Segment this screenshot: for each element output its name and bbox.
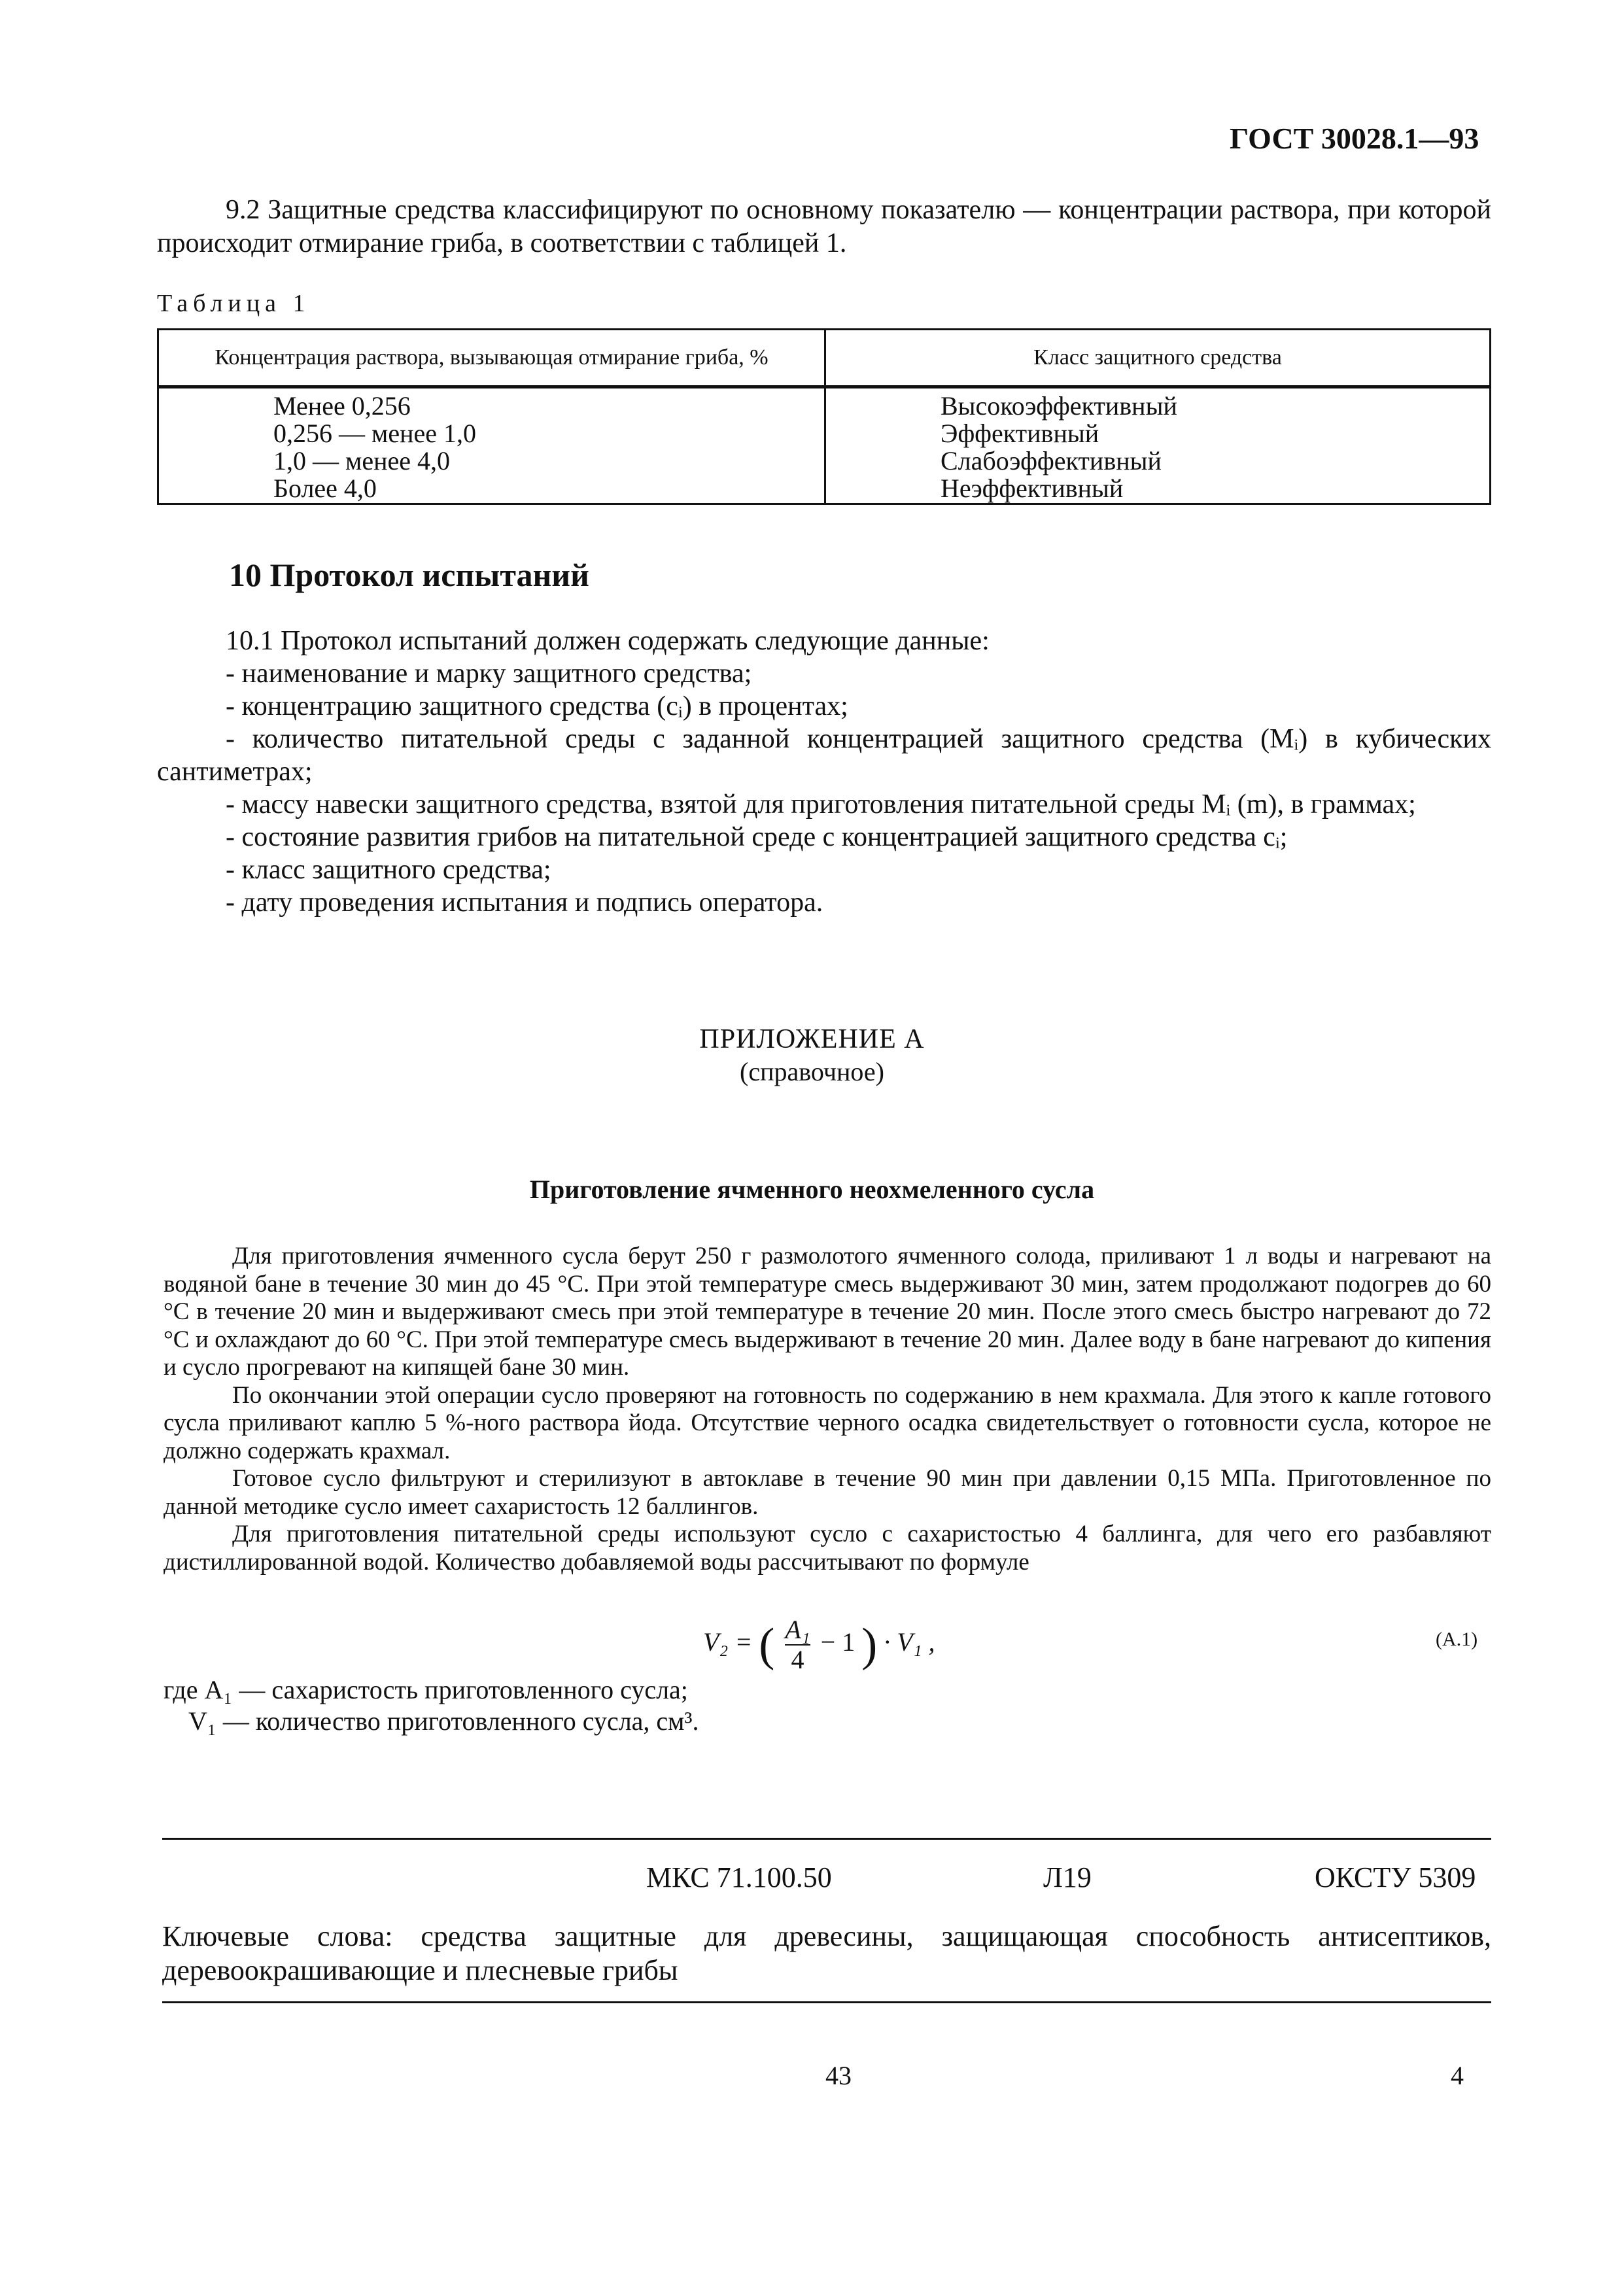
appendix-paragraph: По окончании этой операции сусло проверяют на готовность по содержанию в нем крахмала. Для этого к капле готового сусла приливают каплю 5 %-ного раствора йода. Отсутствие черного осадка свидетельствует о готовности сусла, которое не должно содержать крахмал.: [164, 1381, 1491, 1464]
column-header-class: Класс защитного средства: [825, 330, 1491, 387]
appendix-body: [164, 1243, 1491, 1576]
concentration-value: Менее 0,256: [273, 391, 411, 421]
column-header-concentration: Концентрация раствора, вызывающая отмирание гриба, %: [158, 330, 825, 387]
class-value: Высокоэффективный: [941, 391, 1177, 421]
table-cell-class: [825, 387, 1491, 504]
paragraph-text: 9.2 Защитные средства классифицируют по основному показателю — концентрации раствора, при которой происходит отмирание гриба, в соответствии с таблицей 1.: [157, 195, 1491, 258]
appendix-paragraph: Готовое сусло фильтруют и стерилизуют в автоклаве в течение 90 мин при давлении 0,15 МПа. Приготовленное по данной методике сусло имеет сахаристость 12 баллингов.: [164, 1465, 1491, 1520]
protocol-requirements: [157, 625, 1491, 919]
formula-rhs: · V₁ ,: [884, 1627, 935, 1657]
footer-rule-top: [162, 1838, 1491, 1840]
code-l: Л19: [1043, 1861, 1092, 1893]
fraction-denominator: 4: [791, 1645, 804, 1674]
table-caption: Таблица 1: [157, 290, 311, 317]
formula-fraction: [785, 1615, 810, 1674]
footer-rule-bottom: [162, 2001, 1491, 2003]
legend-line: где A₁ — сахаристость приготовленного сусла;: [164, 1675, 688, 1704]
code-mks: МКС 71.100.50: [646, 1861, 832, 1893]
list-item: - состояние развития грибов на питательной среде с концентрацией защитного средства cᵢ;: [226, 822, 1288, 852]
class-value: Неэффективный: [941, 474, 1124, 503]
paragraph-9-2: [157, 194, 1491, 260]
section-10-heading: 10 Протокол испытаний: [229, 557, 589, 593]
protocol-intro: 10.1 Протокол испытаний должен содержать следующие данные:: [226, 626, 990, 656]
classification-table: [157, 328, 1491, 505]
legend-line: V₁ — количество приготовленного сусла, см³.: [188, 1706, 699, 1736]
fraction-numerator: A₁: [785, 1615, 810, 1644]
list-item: - концентрацию защитного средства (cᵢ) в процентах;: [226, 691, 848, 721]
list-item: - массу навески защитного средства, взятой для приготовления питательной среды Mᵢ (m), в граммах;: [226, 789, 1416, 819]
list-item: - класс защитного средства;: [226, 855, 551, 885]
close-paren: ): [861, 1618, 878, 1671]
list-item: - наименование и марку защитного средства;: [226, 659, 752, 689]
table-cell-concentration: [158, 387, 825, 504]
concentration-value: 0,256 — менее 1,0: [273, 419, 476, 448]
keywords: Ключевые слова: средства защитные для древесины, защищающая способность антисептиков, деревоокрашивающие и плесневые грибы: [162, 1920, 1491, 1986]
code-okstu: ОКСТУ 5309: [1315, 1861, 1476, 1893]
formula-a1: [703, 1615, 935, 1674]
open-paren: (: [759, 1618, 775, 1671]
document-code: ГОСТ 30028.1—93: [1230, 122, 1479, 155]
equation-number: (А.1): [1436, 1629, 1478, 1650]
page-number-right: 4: [1451, 2061, 1464, 2090]
concentration-value: 1,0 — менее 4,0: [273, 446, 450, 475]
class-value: Эффективный: [941, 419, 1099, 448]
list-item: - количество питательной среды с заданной концентрацией защитного средства (Mᵢ) в кубических сантиметрах;: [157, 724, 1491, 787]
appendix-heading: Приготовление ячменного неохмеленного сусла: [529, 1175, 1095, 1204]
table-header-row: [158, 330, 1491, 387]
formula-minus-one: − 1: [820, 1627, 855, 1657]
list-item: - дату проведения испытания и подпись оператора.: [226, 888, 823, 918]
page-number-left: 43: [825, 2061, 852, 2090]
appendix-subtitle: (справочное): [740, 1057, 884, 1086]
formula-lhs: V₂ =: [703, 1627, 753, 1657]
appendix-title: ПРИЛОЖЕНИЕ А: [699, 1024, 925, 1054]
table-row: [158, 387, 1491, 504]
class-value: Слабоэффективный: [941, 446, 1162, 475]
concentration-value: Более 4,0: [273, 474, 377, 503]
formula-legend: [164, 1674, 699, 1737]
appendix-paragraph: Для приготовления ячменного сусла берут 250 г размолотого ячменного солода, приливают 1 л воды и нагревают на водяной бане в течение 30 мин до 45 °С. При этой температуре смесь выдерживают 30 мин, затем продолжают подогрев до 60 °С в течение 20 мин и выдерживают смесь при этой температуре в течение 20 мин. После этого смесь быстро нагревают до 72 °С и охлаждают до 60 °С. При этой температуре смесь выдерживают в течение 20 мин. Далее воду в бане нагревают до кипения и сусло прогревают на кипящей бане 30 мин.: [164, 1243, 1491, 1381]
appendix-paragraph: Для приготовления питательной среды используют сусло с сахаристостью 4 баллинга, для чего его разбавляют дистиллированной водой. Количество добавляемой воды рассчитывают по формуле: [164, 1521, 1491, 1576]
